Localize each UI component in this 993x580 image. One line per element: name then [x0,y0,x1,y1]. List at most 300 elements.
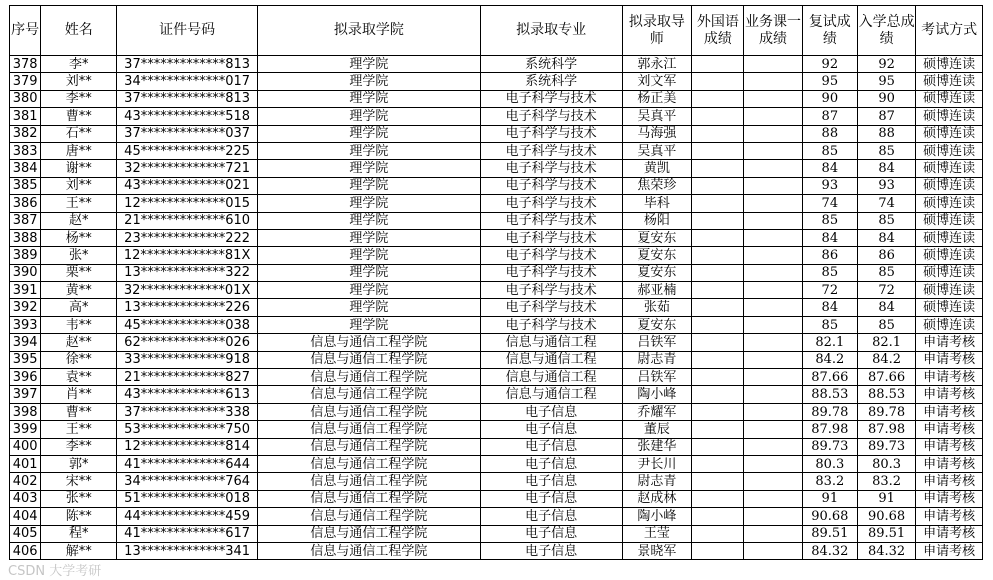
cell-supervisor: 刘文军 [622,73,692,90]
cell-total-score: 87 [857,108,915,125]
cell-exam-method: 硕博连读 [916,195,983,212]
cell-exam-method: 硕博连读 [916,90,983,107]
cell-course-one-score [744,369,802,386]
cell-exam-method: 硕博连读 [916,108,983,125]
cell-name: 徐** [41,351,117,368]
table-row [10,108,983,125]
cell-name: 王** [41,421,117,438]
table-row [10,316,983,333]
cell-seq: 382 [10,125,41,142]
cell-college: 信息与通信工程学院 [257,490,480,507]
cell-college: 理学院 [257,108,480,125]
cell-course-one-score [744,455,802,472]
table-row [10,73,983,90]
cell-retest-score: 84.32 [802,542,857,559]
cell-foreign-language-score [692,403,744,420]
cell-exam-method: 硕博连读 [916,142,983,159]
cell-major: 信息与通信工程 [480,351,622,368]
cell-id-number: 13*************226 [117,299,258,316]
cell-id-number: 32*************01X [117,282,258,299]
cell-supervisor: 吴真平 [622,142,692,159]
header-college: 拟录取学院 [257,6,480,56]
cell-seq: 387 [10,212,41,229]
cell-seq: 400 [10,438,41,455]
cell-supervisor: 董辰 [622,421,692,438]
cell-retest-score: 84 [802,299,857,316]
cell-course-one-score [744,421,802,438]
cell-retest-score: 89.78 [802,403,857,420]
cell-seq: 399 [10,421,41,438]
cell-college: 信息与通信工程学院 [257,351,480,368]
cell-total-score: 84 [857,229,915,246]
cell-seq: 379 [10,73,41,90]
cell-seq: 388 [10,229,41,246]
cell-seq: 386 [10,195,41,212]
cell-college: 理学院 [257,264,480,281]
header-total-score: 入学总成绩 [857,6,915,56]
cell-id-number: 37*************813 [117,56,258,73]
cell-total-score: 84 [857,299,915,316]
table-row [10,438,983,455]
cell-major: 系统科学 [480,56,622,73]
cell-major: 电子科学与技术 [480,299,622,316]
cell-name: 谢** [41,160,117,177]
cell-name: 袁** [41,369,117,386]
cell-total-score: 91 [857,490,915,507]
table-row [10,229,983,246]
cell-supervisor: 夏安东 [622,316,692,333]
cell-college: 信息与通信工程学院 [257,473,480,490]
cell-exam-method: 硕博连读 [916,73,983,90]
cell-college: 理学院 [257,316,480,333]
cell-major: 电子科学与技术 [480,316,622,333]
cell-seq: 380 [10,90,41,107]
cell-seq: 393 [10,316,41,333]
cell-total-score: 83.2 [857,473,915,490]
cell-supervisor: 夏安东 [622,264,692,281]
cell-foreign-language-score [692,421,744,438]
cell-id-number: 12*************814 [117,438,258,455]
cell-name: 刘** [41,177,117,194]
cell-id-number: 21*************827 [117,369,258,386]
cell-major: 电子科学与技术 [480,177,622,194]
header-course-one-score: 业务课一成绩 [744,6,802,56]
cell-course-one-score [744,334,802,351]
cell-college: 信息与通信工程学院 [257,438,480,455]
cell-college: 理学院 [257,73,480,90]
cell-major: 电子科学与技术 [480,229,622,246]
cell-seq: 389 [10,247,41,264]
cell-exam-method: 硕博连读 [916,299,983,316]
cell-course-one-score [744,56,802,73]
cell-exam-method: 硕博连读 [916,247,983,264]
table-row [10,334,983,351]
cell-supervisor: 郝亚楠 [622,282,692,299]
cell-supervisor: 乔耀军 [622,403,692,420]
cell-major: 电子信息 [480,490,622,507]
table-row [10,386,983,403]
cell-course-one-score [744,125,802,142]
cell-id-number: 41*************617 [117,525,258,542]
cell-major: 电子信息 [480,421,622,438]
cell-retest-score: 87.98 [802,421,857,438]
cell-foreign-language-score [692,73,744,90]
cell-supervisor: 张建华 [622,438,692,455]
table-row [10,508,983,525]
cell-name: 张** [41,490,117,507]
cell-retest-score: 89.51 [802,525,857,542]
cell-foreign-language-score [692,369,744,386]
header-seq: 序号 [10,6,41,56]
cell-retest-score: 85 [802,212,857,229]
cell-retest-score: 87 [802,108,857,125]
cell-name: 赵** [41,334,117,351]
cell-total-score: 80.3 [857,455,915,472]
cell-foreign-language-score [692,299,744,316]
cell-name: 肖** [41,386,117,403]
cell-foreign-language-score [692,108,744,125]
cell-course-one-score [744,282,802,299]
cell-college: 信息与通信工程学院 [257,455,480,472]
table-row [10,247,983,264]
header-id-number: 证件号码 [117,6,258,56]
cell-supervisor: 夏安东 [622,247,692,264]
cell-course-one-score [744,438,802,455]
cell-seq: 406 [10,542,41,559]
table-row [10,542,983,559]
cell-id-number: 23*************222 [117,229,258,246]
cell-major: 电子科学与技术 [480,90,622,107]
cell-foreign-language-score [692,282,744,299]
cell-name: 高* [41,299,117,316]
cell-foreign-language-score [692,247,744,264]
cell-supervisor: 吴真平 [622,108,692,125]
cell-college: 信息与通信工程学院 [257,525,480,542]
cell-course-one-score [744,108,802,125]
table-row [10,264,983,281]
cell-course-one-score [744,177,802,194]
cell-supervisor: 赵成林 [622,490,692,507]
cell-total-score: 89.78 [857,403,915,420]
cell-foreign-language-score [692,542,744,559]
cell-id-number: 13*************341 [117,542,258,559]
header-retest-score: 复试成绩 [802,6,857,56]
cell-supervisor: 郭永江 [622,56,692,73]
cell-retest-score: 95 [802,73,857,90]
cell-name: 宋** [41,473,117,490]
cell-id-number: 53*************750 [117,421,258,438]
cell-major: 信息与通信工程 [480,334,622,351]
cell-name: 石** [41,125,117,142]
admission-list-table-container [9,5,983,560]
cell-exam-method: 硕博连读 [916,56,983,73]
table-row [10,212,983,229]
cell-college: 信息与通信工程学院 [257,369,480,386]
cell-supervisor: 黄凯 [622,160,692,177]
cell-major: 电子科学与技术 [480,125,622,142]
cell-foreign-language-score [692,90,744,107]
cell-college: 理学院 [257,90,480,107]
cell-total-score: 89.73 [857,438,915,455]
cell-major: 电子科学与技术 [480,212,622,229]
cell-supervisor: 毕科 [622,195,692,212]
cell-supervisor: 杨正美 [622,90,692,107]
cell-course-one-score [744,264,802,281]
cell-name: 杨** [41,229,117,246]
cell-course-one-score [744,542,802,559]
header-name: 姓名 [41,6,117,56]
cell-id-number: 37*************813 [117,90,258,107]
cell-college: 信息与通信工程学院 [257,403,480,420]
cell-foreign-language-score [692,473,744,490]
table-row [10,125,983,142]
cell-exam-method: 硕博连读 [916,125,983,142]
cell-college: 理学院 [257,142,480,159]
cell-seq: 384 [10,160,41,177]
cell-supervisor: 马海强 [622,125,692,142]
table-row [10,282,983,299]
cell-name: 李** [41,90,117,107]
cell-retest-score: 87.66 [802,369,857,386]
cell-retest-score: 80.3 [802,455,857,472]
cell-major: 电子科学与技术 [480,108,622,125]
cell-major: 电子科学与技术 [480,247,622,264]
cell-id-number: 51*************018 [117,490,258,507]
cell-retest-score: 90 [802,90,857,107]
cell-foreign-language-score [692,316,744,333]
cell-exam-method: 申请考核 [916,386,983,403]
cell-foreign-language-score [692,525,744,542]
cell-course-one-score [744,490,802,507]
cell-retest-score: 86 [802,247,857,264]
cell-seq: 403 [10,490,41,507]
cell-seq: 385 [10,177,41,194]
table-row [10,90,983,107]
cell-college: 理学院 [257,125,480,142]
cell-course-one-score [744,160,802,177]
table-row [10,56,983,73]
cell-supervisor: 尉志青 [622,473,692,490]
cell-id-number: 13*************322 [117,264,258,281]
cell-seq: 383 [10,142,41,159]
cell-college: 理学院 [257,299,480,316]
cell-exam-method: 申请考核 [916,421,983,438]
cell-college: 理学院 [257,282,480,299]
cell-retest-score: 74 [802,195,857,212]
cell-course-one-score [744,195,802,212]
cell-total-score: 74 [857,195,915,212]
cell-name: 赵* [41,212,117,229]
cell-id-number: 45*************038 [117,316,258,333]
cell-college: 理学院 [257,177,480,194]
cell-foreign-language-score [692,177,744,194]
cell-major: 电子信息 [480,542,622,559]
cell-retest-score: 91 [802,490,857,507]
watermark-text: CSDN 大学考研 [8,564,102,579]
cell-id-number: 34*************017 [117,73,258,90]
cell-id-number: 62*************026 [117,334,258,351]
header-foreign-language-score: 外国语成绩 [692,6,744,56]
cell-course-one-score [744,229,802,246]
cell-exam-method: 申请考核 [916,369,983,386]
cell-seq: 391 [10,282,41,299]
cell-exam-method: 硕博连读 [916,229,983,246]
cell-foreign-language-score [692,386,744,403]
cell-supervisor: 杨阳 [622,212,692,229]
cell-name: 刘** [41,73,117,90]
table-row [10,195,983,212]
cell-seq: 390 [10,264,41,281]
cell-course-one-score [744,316,802,333]
cell-retest-score: 84.2 [802,351,857,368]
cell-course-one-score [744,386,802,403]
cell-college: 信息与通信工程学院 [257,508,480,525]
cell-supervisor: 张茹 [622,299,692,316]
cell-name: 陈** [41,508,117,525]
cell-retest-score: 93 [802,177,857,194]
cell-exam-method: 申请考核 [916,542,983,559]
cell-major: 电子信息 [480,525,622,542]
cell-name: 程* [41,525,117,542]
cell-total-score: 72 [857,282,915,299]
table-row [10,490,983,507]
cell-foreign-language-score [692,438,744,455]
cell-seq: 402 [10,473,41,490]
table-row [10,351,983,368]
cell-major: 电子科学与技术 [480,160,622,177]
cell-exam-method: 硕博连读 [916,160,983,177]
cell-seq: 405 [10,525,41,542]
cell-course-one-score [744,473,802,490]
cell-retest-score: 85 [802,264,857,281]
cell-total-score: 90.68 [857,508,915,525]
cell-college: 理学院 [257,195,480,212]
cell-retest-score: 88.53 [802,386,857,403]
table-row [10,525,983,542]
cell-major: 电子科学与技术 [480,264,622,281]
cell-supervisor: 陶小峰 [622,508,692,525]
cell-total-score: 95 [857,73,915,90]
cell-id-number: 21*************610 [117,212,258,229]
cell-total-score: 85 [857,316,915,333]
cell-retest-score: 90.68 [802,508,857,525]
cell-total-score: 85 [857,264,915,281]
cell-seq: 394 [10,334,41,351]
cell-exam-method: 硕博连读 [916,282,983,299]
header-supervisor: 拟录取导师 [622,6,692,56]
cell-supervisor: 夏安东 [622,229,692,246]
cell-total-score: 87.98 [857,421,915,438]
cell-retest-score: 84 [802,160,857,177]
cell-exam-method: 申请考核 [916,490,983,507]
cell-id-number: 33*************918 [117,351,258,368]
cell-seq: 397 [10,386,41,403]
cell-exam-method: 申请考核 [916,438,983,455]
cell-course-one-score [744,299,802,316]
table-row [10,455,983,472]
cell-retest-score: 72 [802,282,857,299]
cell-retest-score: 85 [802,316,857,333]
cell-foreign-language-score [692,455,744,472]
cell-major: 电子科学与技术 [480,195,622,212]
cell-college: 信息与通信工程学院 [257,421,480,438]
admission-list-table [9,5,983,560]
cell-name: 唐** [41,142,117,159]
cell-major: 信息与通信工程 [480,386,622,403]
cell-major: 电子信息 [480,473,622,490]
cell-major: 系统科学 [480,73,622,90]
cell-id-number: 12*************015 [117,195,258,212]
cell-course-one-score [744,212,802,229]
cell-exam-method: 申请考核 [916,334,983,351]
cell-id-number: 44*************459 [117,508,258,525]
cell-total-score: 88 [857,125,915,142]
table-row [10,299,983,316]
cell-retest-score: 83.2 [802,473,857,490]
cell-college: 理学院 [257,229,480,246]
cell-foreign-language-score [692,508,744,525]
cell-foreign-language-score [692,160,744,177]
cell-supervisor: 吕铁军 [622,334,692,351]
cell-seq: 378 [10,56,41,73]
cell-retest-score: 92 [802,56,857,73]
cell-name: 王** [41,195,117,212]
cell-total-score: 92 [857,56,915,73]
header-major: 拟录取专业 [480,6,622,56]
table-row [10,473,983,490]
cell-major: 电子科学与技术 [480,142,622,159]
cell-foreign-language-score [692,212,744,229]
cell-total-score: 85 [857,142,915,159]
cell-foreign-language-score [692,125,744,142]
cell-supervisor: 陶小峰 [622,386,692,403]
table-row [10,421,983,438]
cell-college: 理学院 [257,56,480,73]
cell-name: 栗** [41,264,117,281]
cell-total-score: 93 [857,177,915,194]
cell-name: 张* [41,247,117,264]
cell-exam-method: 硕博连读 [916,264,983,281]
table-row [10,369,983,386]
cell-major: 电子科学与技术 [480,282,622,299]
cell-supervisor: 尉志青 [622,351,692,368]
cell-seq: 401 [10,455,41,472]
cell-id-number: 43*************518 [117,108,258,125]
cell-exam-method: 申请考核 [916,508,983,525]
cell-course-one-score [744,247,802,264]
cell-college: 理学院 [257,247,480,264]
cell-major: 电子信息 [480,455,622,472]
cell-total-score: 85 [857,212,915,229]
cell-retest-score: 84 [802,229,857,246]
cell-foreign-language-score [692,195,744,212]
cell-name: 曹** [41,403,117,420]
cell-major: 信息与通信工程 [480,369,622,386]
cell-foreign-language-score [692,56,744,73]
cell-seq: 395 [10,351,41,368]
table-row [10,160,983,177]
cell-seq: 381 [10,108,41,125]
cell-course-one-score [744,508,802,525]
cell-exam-method: 硕博连读 [916,177,983,194]
cell-name: 郭* [41,455,117,472]
cell-total-score: 90 [857,90,915,107]
cell-id-number: 37*************338 [117,403,258,420]
cell-name: 韦** [41,316,117,333]
cell-id-number: 43*************613 [117,386,258,403]
cell-course-one-score [744,351,802,368]
cell-foreign-language-score [692,264,744,281]
